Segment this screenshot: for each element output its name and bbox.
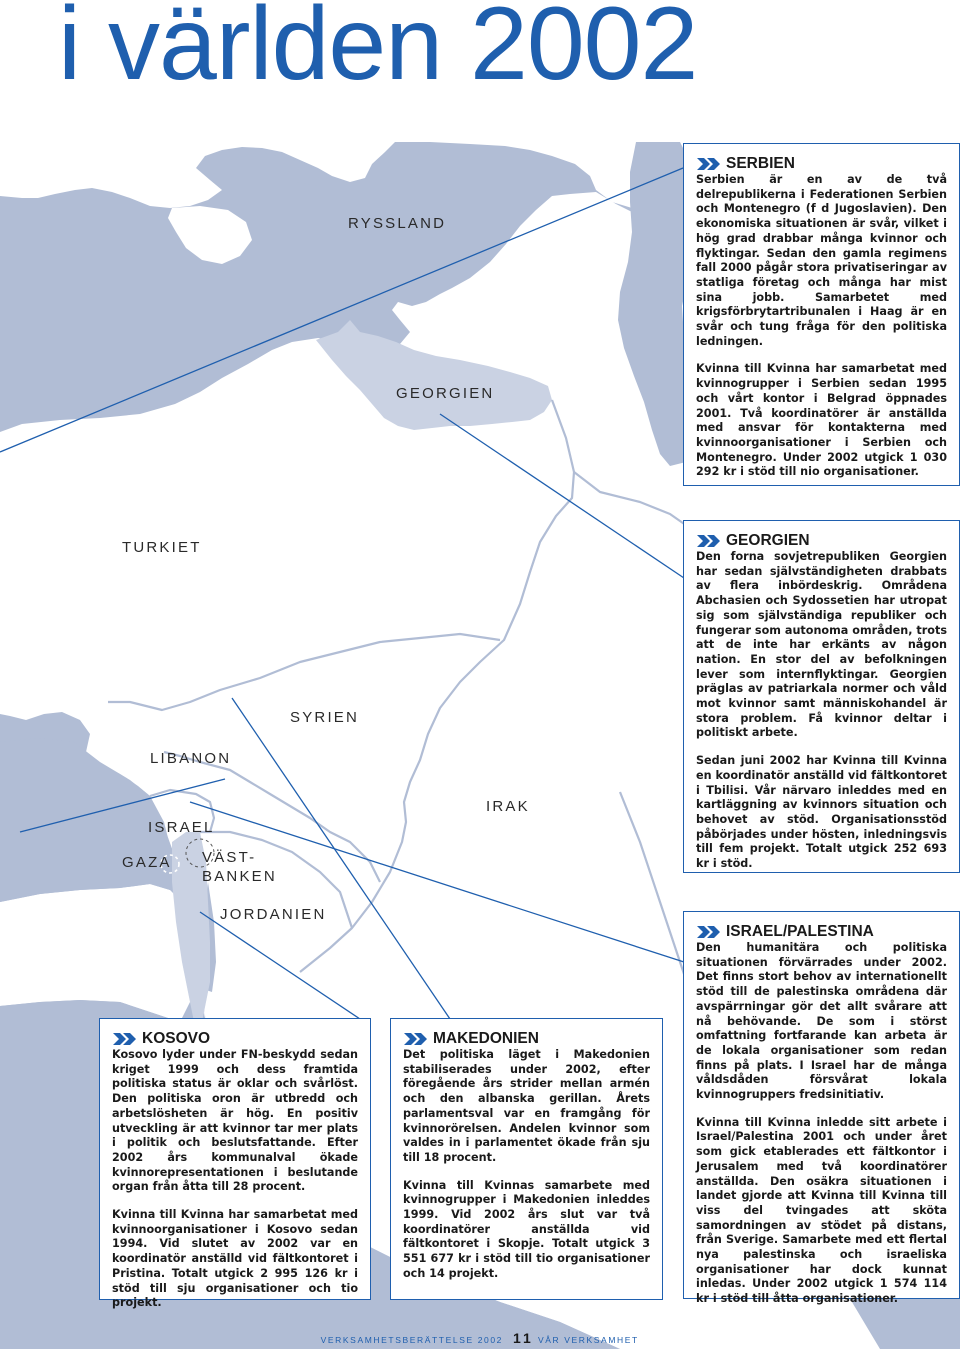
label-syrien: SYRIEN	[290, 709, 360, 726]
label-turkiet: TURKIET	[122, 539, 202, 556]
label-libanon: LIBANON	[150, 750, 232, 767]
text-georgien-2: Sedan juni 2002 har Kvinna till Kvinna en koordinatör anställd vid fältkontoret i Tbilisi. Vår närvaro inleddes med en kartläggning av kvinnors situation och behovet av stöd. Organisationsstöd påbörjades under hösten, inledningsvis till fem projekt. Totalt utgick 252 693 kr i stöd.	[696, 754, 947, 871]
heading-kosovo: KOSOVO	[142, 1030, 211, 1047]
text-georgien-1: Den forna sovjetrepubliken Georgien har sedan självständigheten drabbats av flera inbördeskrig. Områdena Abchasien och Sydossetien har utropat sig som självständiga republiker och fungerar som autonoma områden, trots att de inte har erkänts av någon nation. En stor del av befolkningen lever som internflyktingar. Georgien präglas av patriarkala normer och våld mot kvinnor samt människohandel är stora problem. Få kvinnor deltar i politiskt arbete.	[696, 550, 947, 740]
info-box-makedonien	[390, 1018, 663, 1300]
page-number: 11	[513, 1330, 534, 1346]
heading-serbien: SERBIEN	[726, 155, 795, 172]
page-title: i världen 2002	[58, 0, 698, 102]
text-israel-1: Den humanitära och politiska situationen förvärrades under 2002. Det finns stort behov av internationellt stöd till de palestinska områdena där avspärrningar gör det allt svårare att nå behövande. De som i störst omfattning fortfarande kan arbeta är de lokala organisationer som redan finns på plats. I Israel har de många våldsdåden försvårat lokala kvinnogruppers fredsinitiativ.	[696, 941, 947, 1102]
page-footer	[0, 1330, 960, 1348]
heading-israel-palestina: ISRAEL/PALESTINA	[726, 923, 874, 940]
text-kosovo-1: Kosovo lyder under FN-beskydd sedan kriget 1999 och dess framtida politiska status är oklar och svårlöst. Den politiska oron är utbredd och arbetslösheten är hög. En positiv utveckling är att kvinnor tar mer plats i politik och beslutsfattande. Efter 2002 års kommunalval ökade kvinnorepresentationen i beslutande organ från åtta till 28 procent.	[112, 1048, 358, 1194]
label-irak: IRAK	[486, 798, 530, 815]
double-arrow-icon	[696, 157, 722, 171]
text-makedonien-2: Kvinna till Kvinnas samarbete med kvinnogrupper i Makedonien inleddes 1999. Vid 2002 års slut var två koordinatörer anställda vid fältkontoret i Skopje. Totalt utgick 3 551 677 kr i stöd till tio organisationer och 14 projekt.	[403, 1178, 650, 1280]
label-gaza: GAZA	[122, 854, 172, 871]
label-ryssland: RYSSLAND	[348, 215, 447, 232]
heading-georgien: GEORGIEN	[726, 532, 810, 549]
footer-left: VERKSAMHETSBERÄTTELSE 2002	[320, 1335, 503, 1345]
info-box-serbien	[683, 143, 960, 486]
info-box-kosovo	[99, 1018, 371, 1310]
double-arrow-icon	[696, 925, 722, 939]
label-vastbanken-1: VÄST-	[202, 849, 257, 866]
text-serbien-2: Kvinna till Kvinna har samarbetat med kvinnogrupper i Serbien sedan 1995 och vårt kontor i Belgrad öppnades 2001. Två koordinatörer är anställda med ansvar för kontakterna med kvinnoorganisationer i Serbien och Montenegro. Under 2002 utgick 1 030 292 kr i stöd till nio organisationer.	[696, 362, 947, 479]
double-arrow-icon	[112, 1032, 138, 1046]
label-jordanien: JORDANIEN	[220, 906, 327, 923]
double-arrow-icon	[403, 1032, 429, 1046]
label-israel: ISRAEL	[148, 819, 215, 836]
text-kosovo-2: Kvinna till Kvinna har samarbetat med kvinnoorganisationer i Kosovo sedan 1994. Vid slutet av 2002 var en koordinatör anställd vid fältkontoret i Pristina. Totalt utgick 2 995 126 kr i stöd till sju organisationer och tio projekt.	[112, 1208, 358, 1310]
double-arrow-icon	[696, 534, 722, 548]
info-box-israel-palestina	[683, 911, 960, 1306]
info-box-georgien	[683, 520, 960, 873]
text-serbien-1: Serbien är en av de två delrepublikerna i Federationen Serbien och Montenegro (f d Jugoslavien). Den ekonomiska situationen är svår, vilket i hög grad drabbar många kvinnor och flyktingar. Sedan den gamla regimens fall 2000 pågår stora privatiseringar av statliga företag och många har mist sina jobb. Samarbetet med krigsförbrytartribunalen i Haag är en svår och tung fråga för den politiska ledningen.	[696, 173, 947, 348]
heading-makedonien: MAKEDONIEN	[433, 1030, 539, 1047]
text-israel-2: Kvinna till Kvinna inledde sitt arbete i Israel/Palestina 2001 och under året som gick etablerades ett fältkontor i Jerusalem med två koordinatörer anställda. Den osäkra situationen i landet gjorde att Kvinna till Kvinna till viss del tvingades att sköta samordningen av stödet på distans, från Sverige. Samarbete med ett flertal nya palestinska och israeliska organisationer har dock kunnat inledas. Under 2002 utgick 1 574 114 kr i stöd till åtta organisationer.	[696, 1115, 947, 1306]
text-makedonien-1: Det politiska läget i Makedonien stabiliserades under 2002, efter föregående års strider mellan armén och den albanska gerillan. Årets parlamentsval var en framgång för kvinnorörelsen. Andelen kvinnor som valdes in i parlamentet ökade från sju till 18 procent.	[403, 1048, 650, 1164]
label-vastbanken-2: BANKEN	[202, 868, 277, 885]
footer-right: VÅR VERKSAMHET	[538, 1335, 639, 1345]
label-georgien: GEORGIEN	[396, 385, 495, 402]
